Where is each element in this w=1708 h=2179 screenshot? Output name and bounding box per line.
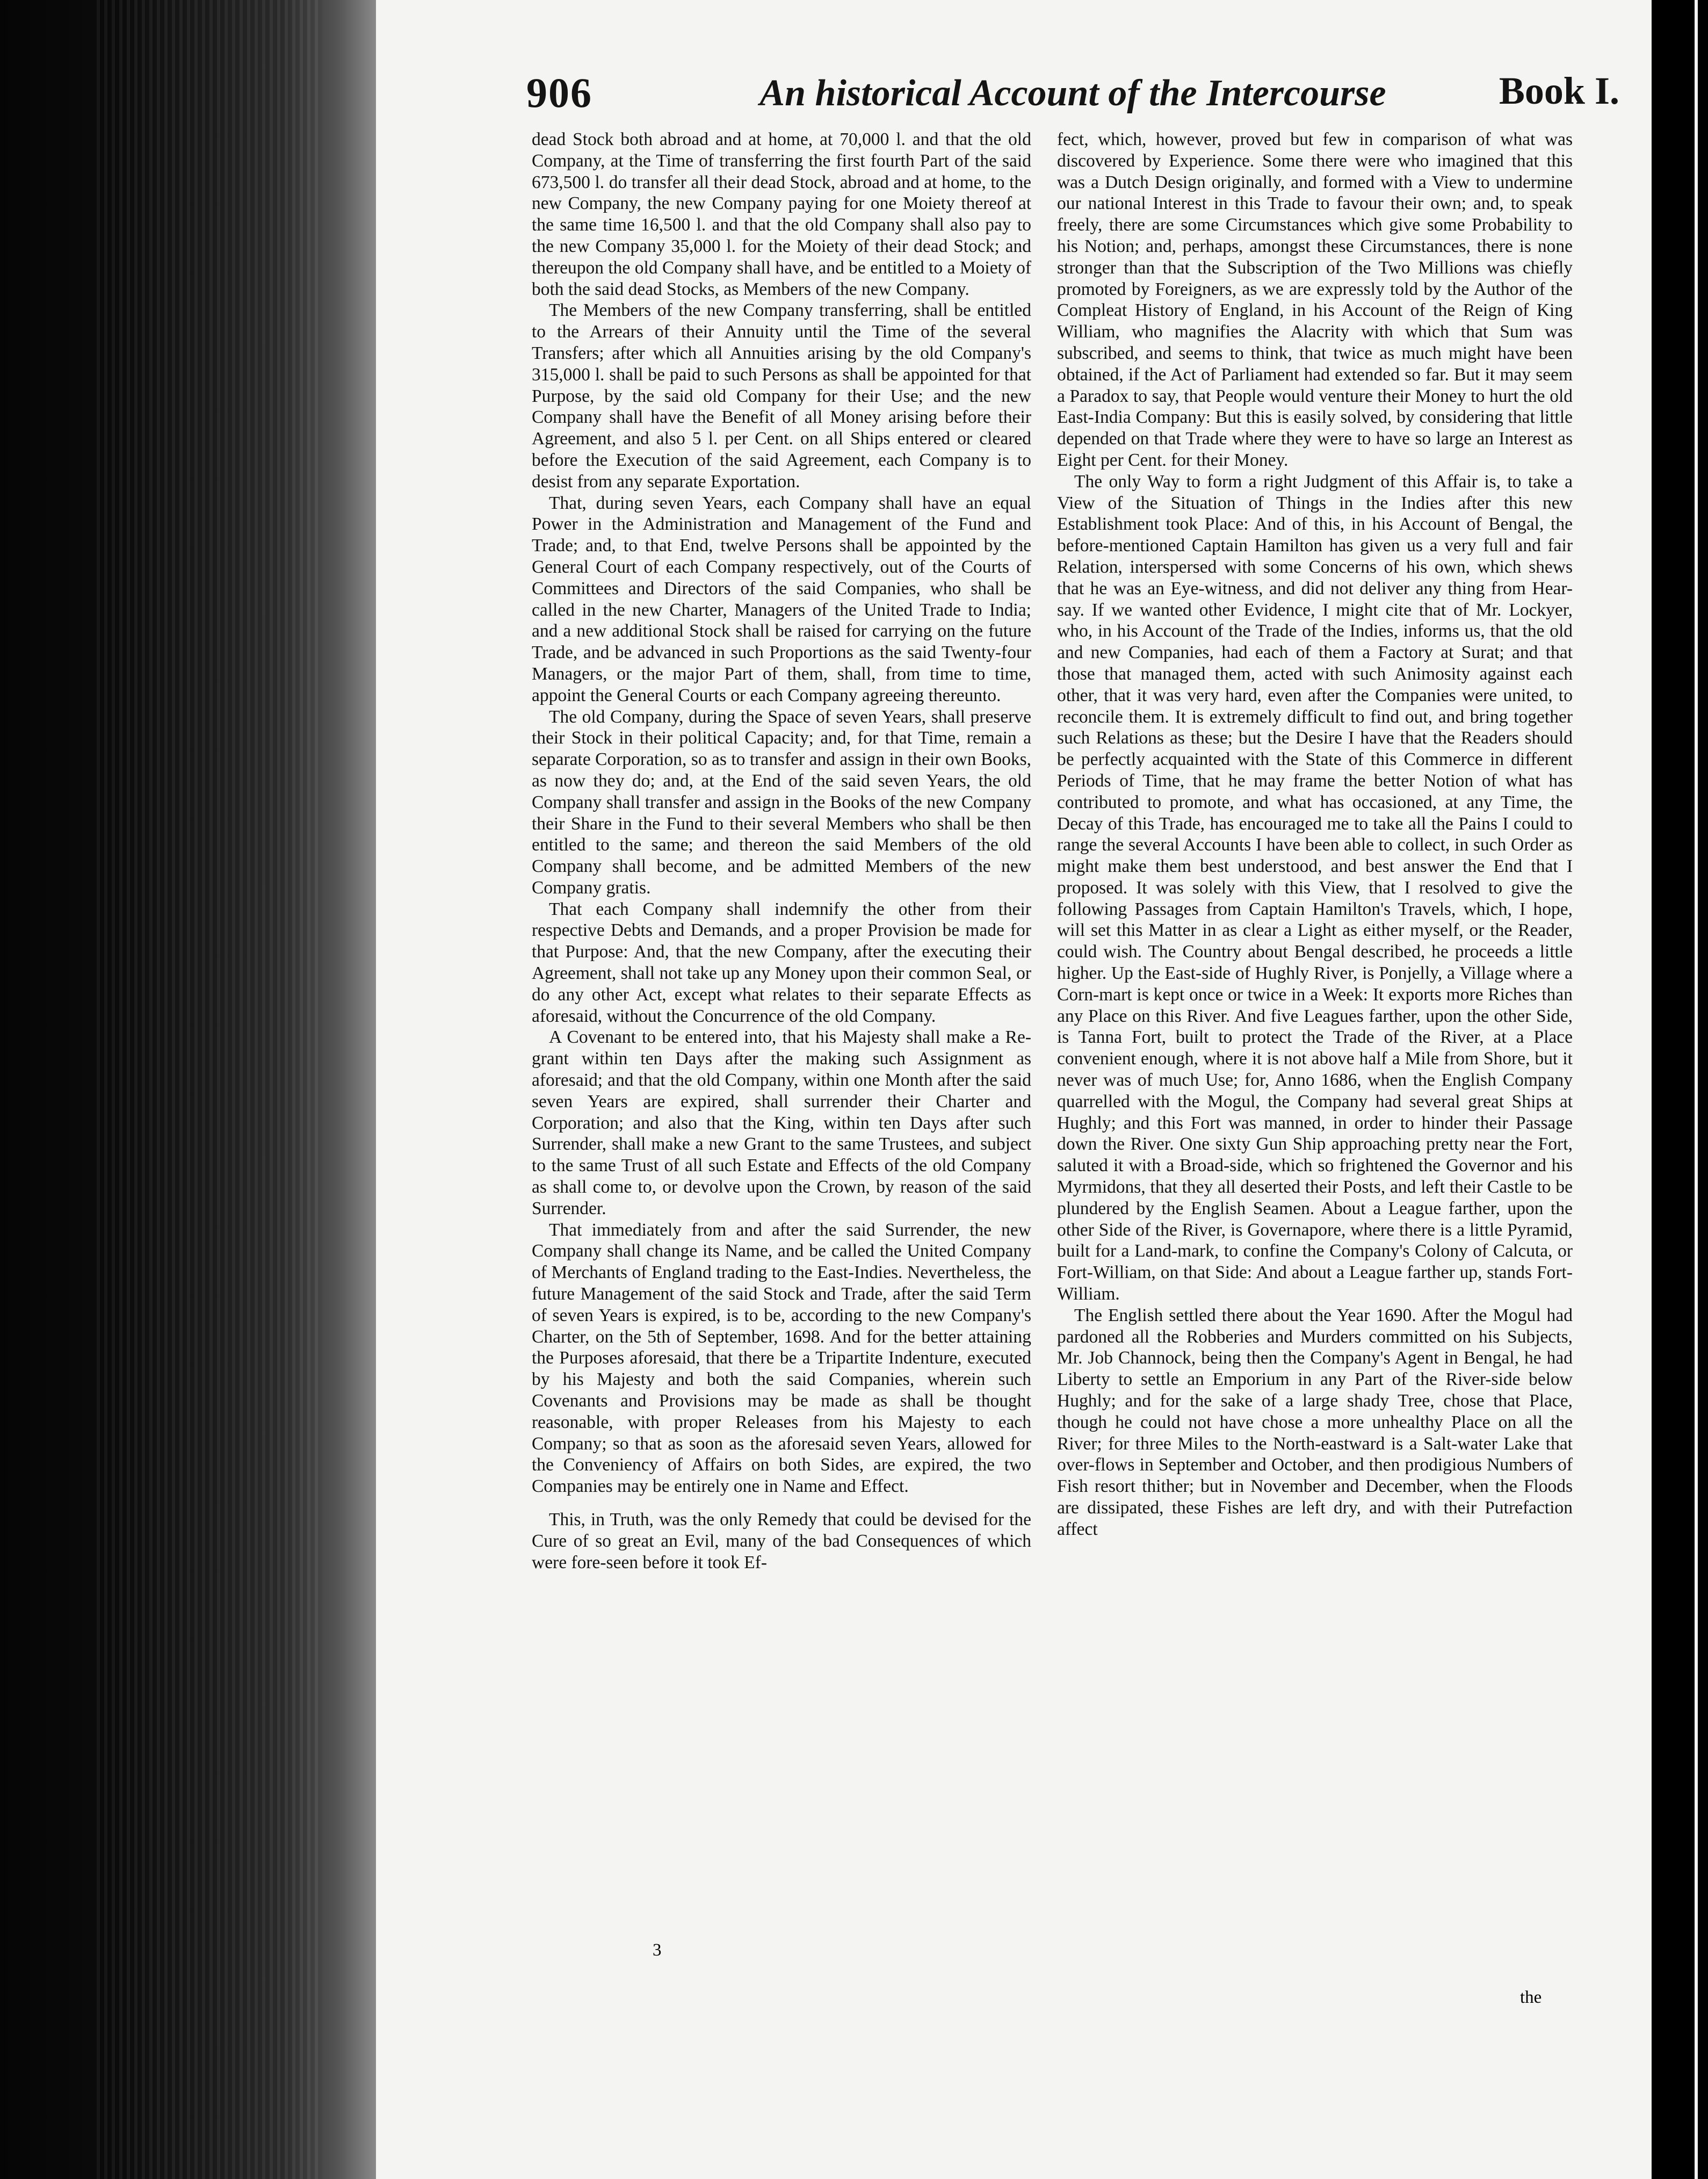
- book-gutter: [0, 0, 376, 2179]
- paragraph: A Covenant to be entered into, that his Majesty shall make a Re-grant within ten Days after the making such Assignment as aforesaid; and that the old Company, within one Month after the said seven Years are expired, shall surrender their Charter and Corporation; and also that the King, within ten Days after such Surrender, shall make a new Grant to the same Trustees, and subject to the same Trust of all such Estate and Effects of the old Company as shall come to, or devolve upon the Crown, by reason of the said Surrender.: [532, 1027, 1031, 1218]
- right-column: [1057, 129, 1573, 1540]
- paragraph: That each Company shall indemnify the other from their respective Debts and Demands, and a proper Provision be made for that Purpose: And, that the new Company, after the executing their Agreement, shall not take up any Money upon their common Seal, or do any other Act, except what relates to their separate Effects as aforesaid, without the Concurrence of the old Company.: [532, 899, 1031, 1026]
- paragraph: That immediately from and after the said Surrender, the new Company shall change its Name, and be called the United Company of Merchants of England trading to the East-Indies. Nevertheless, the future Management of the said Stock and Trade, after the said Term of seven Years is expired, is to be, according to the new Company's Charter, on the 5th of September, 1698. And for the better attaining the Purposes aforesaid, that there be a Tripartite Indenture, executed by his Majesty and both the said Companies, wherein such Covenants and Provisions may be made as shall be thought reasonable, with proper Releases from his Majesty to each Company; so that as soon as the aforesaid seven Years, allowed for the Conveniency of Affairs on both Sides, are expired, the two Companies may be entirely one in Name and Effect.: [532, 1220, 1031, 1497]
- left-column: [532, 129, 1031, 1573]
- paragraph: The English settled there about the Year 1690. After the Mogul had pardoned all the Robberies and Murders committed on his Subjects, Mr. Job Channock, being then the Company's Agent in Bengal, he had Liberty to settle an Emporium in any Part of the River-side below Hughly; and for the sake of a large shady Tree, chose that Place, though he could not have chose a more unhealthy Place on all the River; for three Miles to the North-eastward is a Salt-water Lake that over-flows in September and October, and then prodigious Numbers of Fish resort thither; but in November and December, when the Floods are dissipated, these Fishes are left dry, and with their Putrefaction affect: [1057, 1305, 1573, 1539]
- running-title: An historical Account of the Intercourse: [759, 73, 1386, 114]
- catchword: the: [1520, 1988, 1542, 2007]
- page-number: 906: [526, 69, 592, 116]
- book-page: [376, 0, 1652, 2179]
- scan-edge-line: [1695, 0, 1698, 2179]
- signature-mark: 3: [653, 1940, 662, 1960]
- book-label: Book I.: [1499, 69, 1619, 112]
- paragraph: dead Stock both abroad and at home, at 70,000 l. and that the old Company, at the Time of transferring the first fourth Part of the said 673,500 l. do transfer all their dead Stock, abroad and at home, to the new Company, the new Company paying for one Moiety thereof at the same time 16,500 l. and that the old Company shall also pay to the new Company 35,000 l. for the Moiety of their dead Stock; and thereupon the old Company shall have, and be entitled to a Moiety of both the said dead Stocks, as Members of the new Company.: [532, 129, 1031, 299]
- paragraph: The old Company, during the Space of seven Years, shall preserve their Stock in their political Capacity; and, for that Time, remain a separate Corporation, so as to transfer and assign in their own Books, as now they do; and, at the End of the said seven Years, the old Company shall transfer and assign in the Books of the new Company their Share in the Fund to their several Members who shall be then entitled to the same; and thereon the said Members of the old Company shall become, and be admitted Members of the new Company gratis.: [532, 706, 1031, 898]
- paragraph: The only Way to form a right Judgment of this Affair is, to take a View of the Situation of Things in the Indies after this new Establishment took Place: And of this, in his Account of Bengal, the before-mentioned Captain Hamilton has given us a very full and fair Relation, interspersed with some Concerns of his own, which shews that he was an Eye-witness, and did not deliver any thing from Hear-say. If we wanted other Evidence, I might cite that of Mr. Lockyer, who, in his Account of the Trade of the Indies, informs us, that the old and new Companies, had each of them a Factory at Surat; and that those that managed them, acted with such Animosity against each other, that it was very hard, even after the Companies were united, to reconcile them. It is extremely difficult to find out, and bring together such Relations as these; but the Desire I have that the Readers should be perfectly acquainted with the State of this Commerce in different Periods of Time, that he may frame the better Notion of what has contributed to promote, and what has occasioned, at any Time, the Decay of this Trade, has encouraged me to take all the Pains I could to range the several Accounts I have been able to collect, in such Order as might make them best understood, and best answer the End that I proposed. It was solely with this View, that I resolved to give the following Passages from Captain Hamilton's Travels, which, I hope, will set this Matter in as clear a Light as either myself, or the Reader, could wish. The Country about Bengal described, he proceeds a little higher. Up the East-side of Hughly River, is Ponjelly, a Village where a Corn-mart is kept once or twice in a Week: It exports more Riches than any Place on this River. And five Leagues farther, upon the other Side, is Tanna Fort, built to protect the Trade of the River, at a Place convenient enough, where it is not above half a Mile from Shore, but it never was of much Use; for, Anno 1686, when the English Company quarrelled with the Mogul, the Company had several great Ships at Hughly; and this Fort was manned, in order to hinder their Passage down the River. One sixty Gun Ship approaching pretty near the Fort, saluted it with a Broad-side, which so frightened the Governor and his Myrmidons, that they all deserted their Posts, and left their Castle to be plundered by the English Seamen. About a League farther, upon the other Side of the River, is Governapore, where there is a little Pyramid, built for a Land-mark, to confine the Company's Colony of Calcuta, or Fort-William, on that Side: And about a League farther up, stands Fort-William.: [1057, 471, 1573, 1304]
- paragraph: fect, which, however, proved but few in comparison of what was discovered by Experience. Some there were who imagined that this was a Dutch Design originally, and formed with a View to undermine our national Interest in this Trade to favour their own; and, to speak freely, there are some Circumstances which give some Probability to his Notion; and, perhaps, amongst these Circumstances, there is none stronger than that the Subscription of the Two Millions was chiefly promoted by Foreigners, as we are expressly told by the Author of the Compleat History of England, in his Account of the Reign of King William, who magnifies the Alacrity with which that Sum was subscribed, and seems to think, that twice as much might have been obtained, if the Act of Parliament had extended so far. But it may seem a Paradox to say, that People would venture their Money to hurt the old East-India Company: But this is easily solved, by considering that little depended on that Trade where they were to have so large an Interest as Eight per Cent. for their Money.: [1057, 129, 1573, 470]
- paragraph: That, during seven Years, each Company shall have an equal Power in the Administration and Management of the Fund and Trade; and, to that End, twelve Persons shall be appointed by the General Court of each Company respectively, out of the Courts of Committees and Directors of the said Companies, who shall be called in the new Charter, Managers of the United Trade to India; and a new additional Stock shall be raised for carrying on the future Trade, and be advanced in such Proportions as the said Twenty-four Managers, or the major Part of them, shall, from time to time, appoint the General Courts or each Company agreeing thereunto.: [532, 493, 1031, 705]
- scan-border: [1652, 0, 1708, 2179]
- paragraph: The Members of the new Company transferring, shall be entitled to the Arrears of their Annuity until the Time of the several Transfers; after which all Annuities arising by the old Company's 315,000 l. shall be paid to such Persons as shall be appointed for that Purpose, by the said old Company for their Use; and the new Company shall have the Benefit of all Money arising before their Agreement, and also 5 l. per Cent. on all Ships entered or cleared before the Execution of the said Agreement, each Company is to desist from any separate Exportation.: [532, 300, 1031, 492]
- page-header: [526, 69, 1619, 122]
- paragraph: This, in Truth, was the only Remedy that could be devised for the Cure of so great an Evil, many of the bad Consequences of which were fore-seen before it took Ef-: [532, 1510, 1031, 1572]
